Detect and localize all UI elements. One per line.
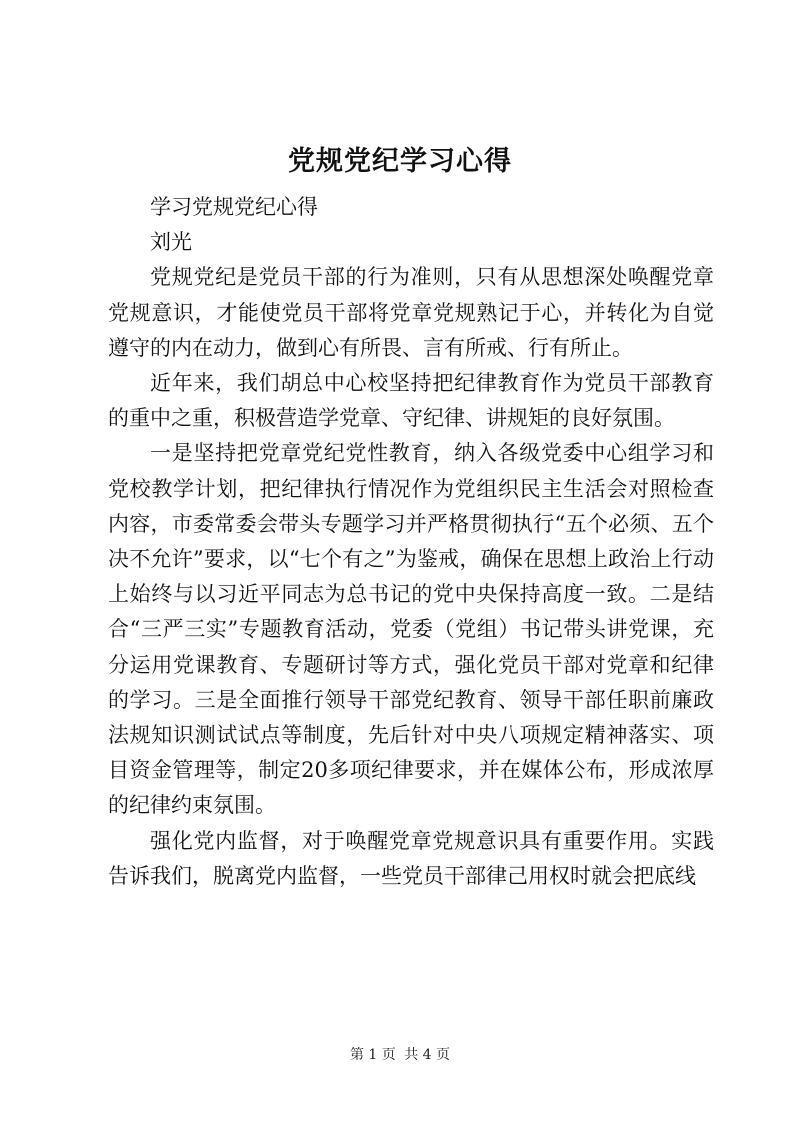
page-number: 第 1 页 (349, 1047, 396, 1063)
paragraph-4: 强化党内监督，对于唤醒党章党规意识具有重要作用。实践告诉我们，脱离党内监督，一些党员干部律己用权时就会把底线 (108, 828, 714, 888)
document-body (108, 190, 714, 894)
paragraph-3: 一是坚持把党章党纪党性教育，纳入各级党委中心组学习和党校教学计划，把纪律执行情况作为党组织民主生活会对照检查内容，市委常委会带头专题学习并严格贯彻执行“五个必须、五个决不允许”要求，以“七个有之”为鉴戒，确保在思想上政治上行动上始终与以习近平同志为总书记的党中央保持高度一致。二是结合“三严三实”专题教育活动，党委（党组）书记带头讲党课，充分运用党课教育、专题研讨等方式，强化党员干部对党章和纪律的学习。三是全面推行领导干部党纪教育、领导干部任职前廉政法规知识测试试点等制度，先后针对中央八项规定精神落实、项目资金管理等，制定20多项纪律要求，并在媒体公布，形成浓厚的纪律约束氛围。 (108, 441, 714, 818)
author-line: 刘光 (150, 230, 192, 255)
subtitle-line: 学习党规党纪心得 (150, 195, 318, 219)
page-total: 共 4 页 (404, 1047, 451, 1063)
page-footer (0, 1045, 800, 1065)
paragraph-2: 近年来，我们胡总中心校坚持把纪律教育作为党员干部教育的重中之重，积极营造学党章、守纪律、讲规矩的良好氛围。 (108, 371, 714, 431)
document-title: 党规党纪学习心得 (288, 146, 512, 177)
paragraph-1: 党规党纪是党员干部的行为准则，只有从思想深处唤醒党章党规意识，才能使党员干部将党章党规熟记于心，并转化为自觉遵守的内在动力，做到心有所畏、言有所戒、行有所止。 (108, 265, 714, 360)
